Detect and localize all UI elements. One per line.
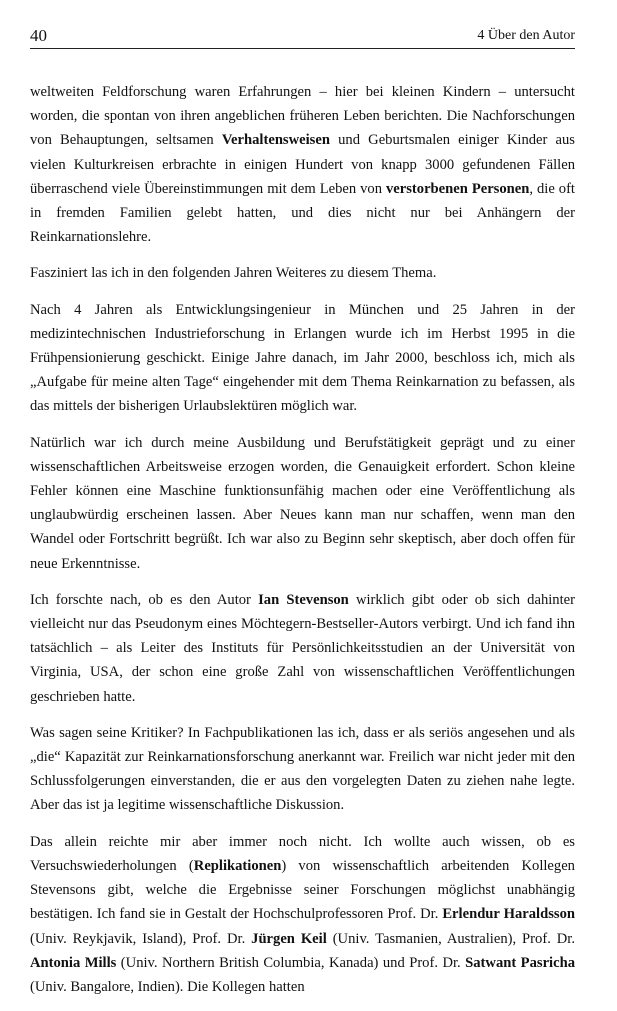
body-text: [30, 80, 575, 1011]
paragraph: [30, 431, 575, 576]
bold-term: Verhaltensweisen: [221, 132, 330, 149]
bold-term: Erlendur Haraldsson: [442, 906, 575, 923]
text-run: weltweiten Feldforschung waren Erfahrungen – hier bei kleinen Kindern – untersucht worden, die spontan von ihren angeblichen früheren Leben berichten. Die Nachforschungen von Behauptungen, seltsamen: [30, 84, 575, 149]
bold-term: Jürgen Keil: [251, 930, 327, 947]
bold-term: Antonia Mills: [30, 954, 117, 971]
text-run: Was sagen seine Kritiker? In Fachpublikationen las ich, dass er als seriös angesehen und als „die“ Kapazität zur Reinkarnationsforschung anerkannt war. Freilich war nicht jeder mit den Schlussfolgerungen einverstanden, die er aus den vorgelegten Daten zu ziehen nahe legte. Aber das ist ja legitime wissenschaftliche Diskussion.: [30, 724, 575, 814]
text-run: , die oft in fremden Familien gelebt hatten, und dies nicht nur bei Anhängern der Reinkarnationslehre.: [30, 180, 575, 246]
bold-term: Replikationen: [193, 857, 282, 874]
text-run: (Univ. Northern British Columbia, Kanada) und Prof. Dr.: [116, 954, 466, 971]
paragraph: [30, 588, 575, 709]
text-run: Natürlich war ich durch meine Ausbildung und Berufstätigkeit geprägt und zu einer wissenschaftlichen Arbeitsweise erzogen worden, die Genauigkeit erfordert. Schon kleine Fehler können eine Maschine funktionsunfähig machen oder eine Veröffentlichung als unglaubwürdig erscheinen lassen. Aber Neues kann man nur schaffen, wenn man den Wandel oder Fortschritt begrüßt. Ich war also zu Beginn sehr skeptisch, aber doch offen für neue Erkenntnisse.: [30, 434, 575, 572]
chapter-title: 4 Über den Autor: [477, 28, 575, 43]
bold-term: Satwant Pasricha: [465, 954, 575, 971]
paragraph: [30, 261, 575, 285]
text-run: (Univ. Reykjavik, Island), Prof. Dr.: [30, 930, 252, 947]
text-run: Ich forschte nach, ob es den Autor: [30, 591, 259, 608]
running-header: [30, 26, 575, 49]
text-run: wirklich gibt oder ob sich dahinter vielleicht nur das Pseudonym eines Möchtegern-Bestseller-Autors verbirgt. Und ich fand ihn tatsächlich – als Leiter des Instituts für Persönlichkeitsstudien an der Universität von Virginia, USA, der schon eine große Zahl von wissenschaftlichen Veröffentlichungen geschrieben hatte.: [30, 591, 575, 705]
text-run: Nach 4 Jahren als Entwicklungsingenieur in München und 25 Jahren in der medizintechnischen Industrieforschung in Erlangen wurde ich im Herbst 1995 in die Frühpensionierung geschickt. Einige Jahre danach, im Jahr 2000, beschloss ich, mich als „Aufgabe für meine alten Tage“ eingehender mit dem Thema Reinkarnation zu befassen, als das mittels der bisherigen Urlaubslektüren möglich war.: [30, 301, 575, 415]
text-run: (Univ. Tasmanien, Australien), Prof. Dr.: [326, 930, 575, 947]
text-run: (Univ. Bangalore, Indien). Die Kollegen hatten: [30, 978, 305, 995]
paragraph: [30, 298, 575, 419]
text-run: Fasziniert las ich in den folgenden Jahren Weiteres zu diesem Thema.: [30, 265, 437, 282]
bold-term: verstorbenen Personen: [385, 180, 530, 197]
text-run: Das allein reichte mir aber immer noch nicht. Ich wollte auch wissen, ob es Versuchswiederholungen (: [30, 833, 575, 874]
text-run: und Geburtsmalen einiger Kinder aus vielen Kulturkreisen erbrachte in einigen Hundert von knapp 3000 gefundenen Fällen überraschend viele Übereinstimmungen mit dem Leben von: [30, 132, 575, 197]
page-number: 40: [30, 26, 47, 45]
text-run: ) von wissenschaftlich arbeitenden Kollegen Stevensons gibt, welche die Ergebnisse seiner Forschungen möglichst unabhängig bestätigen. Ich fand sie in Gestalt der Hochschulprofessoren Prof. Dr.: [30, 857, 575, 923]
bold-term: Ian Stevenson: [258, 591, 349, 608]
paragraph: [30, 721, 575, 818]
paragraph: [30, 830, 575, 999]
paragraph: [30, 80, 575, 249]
